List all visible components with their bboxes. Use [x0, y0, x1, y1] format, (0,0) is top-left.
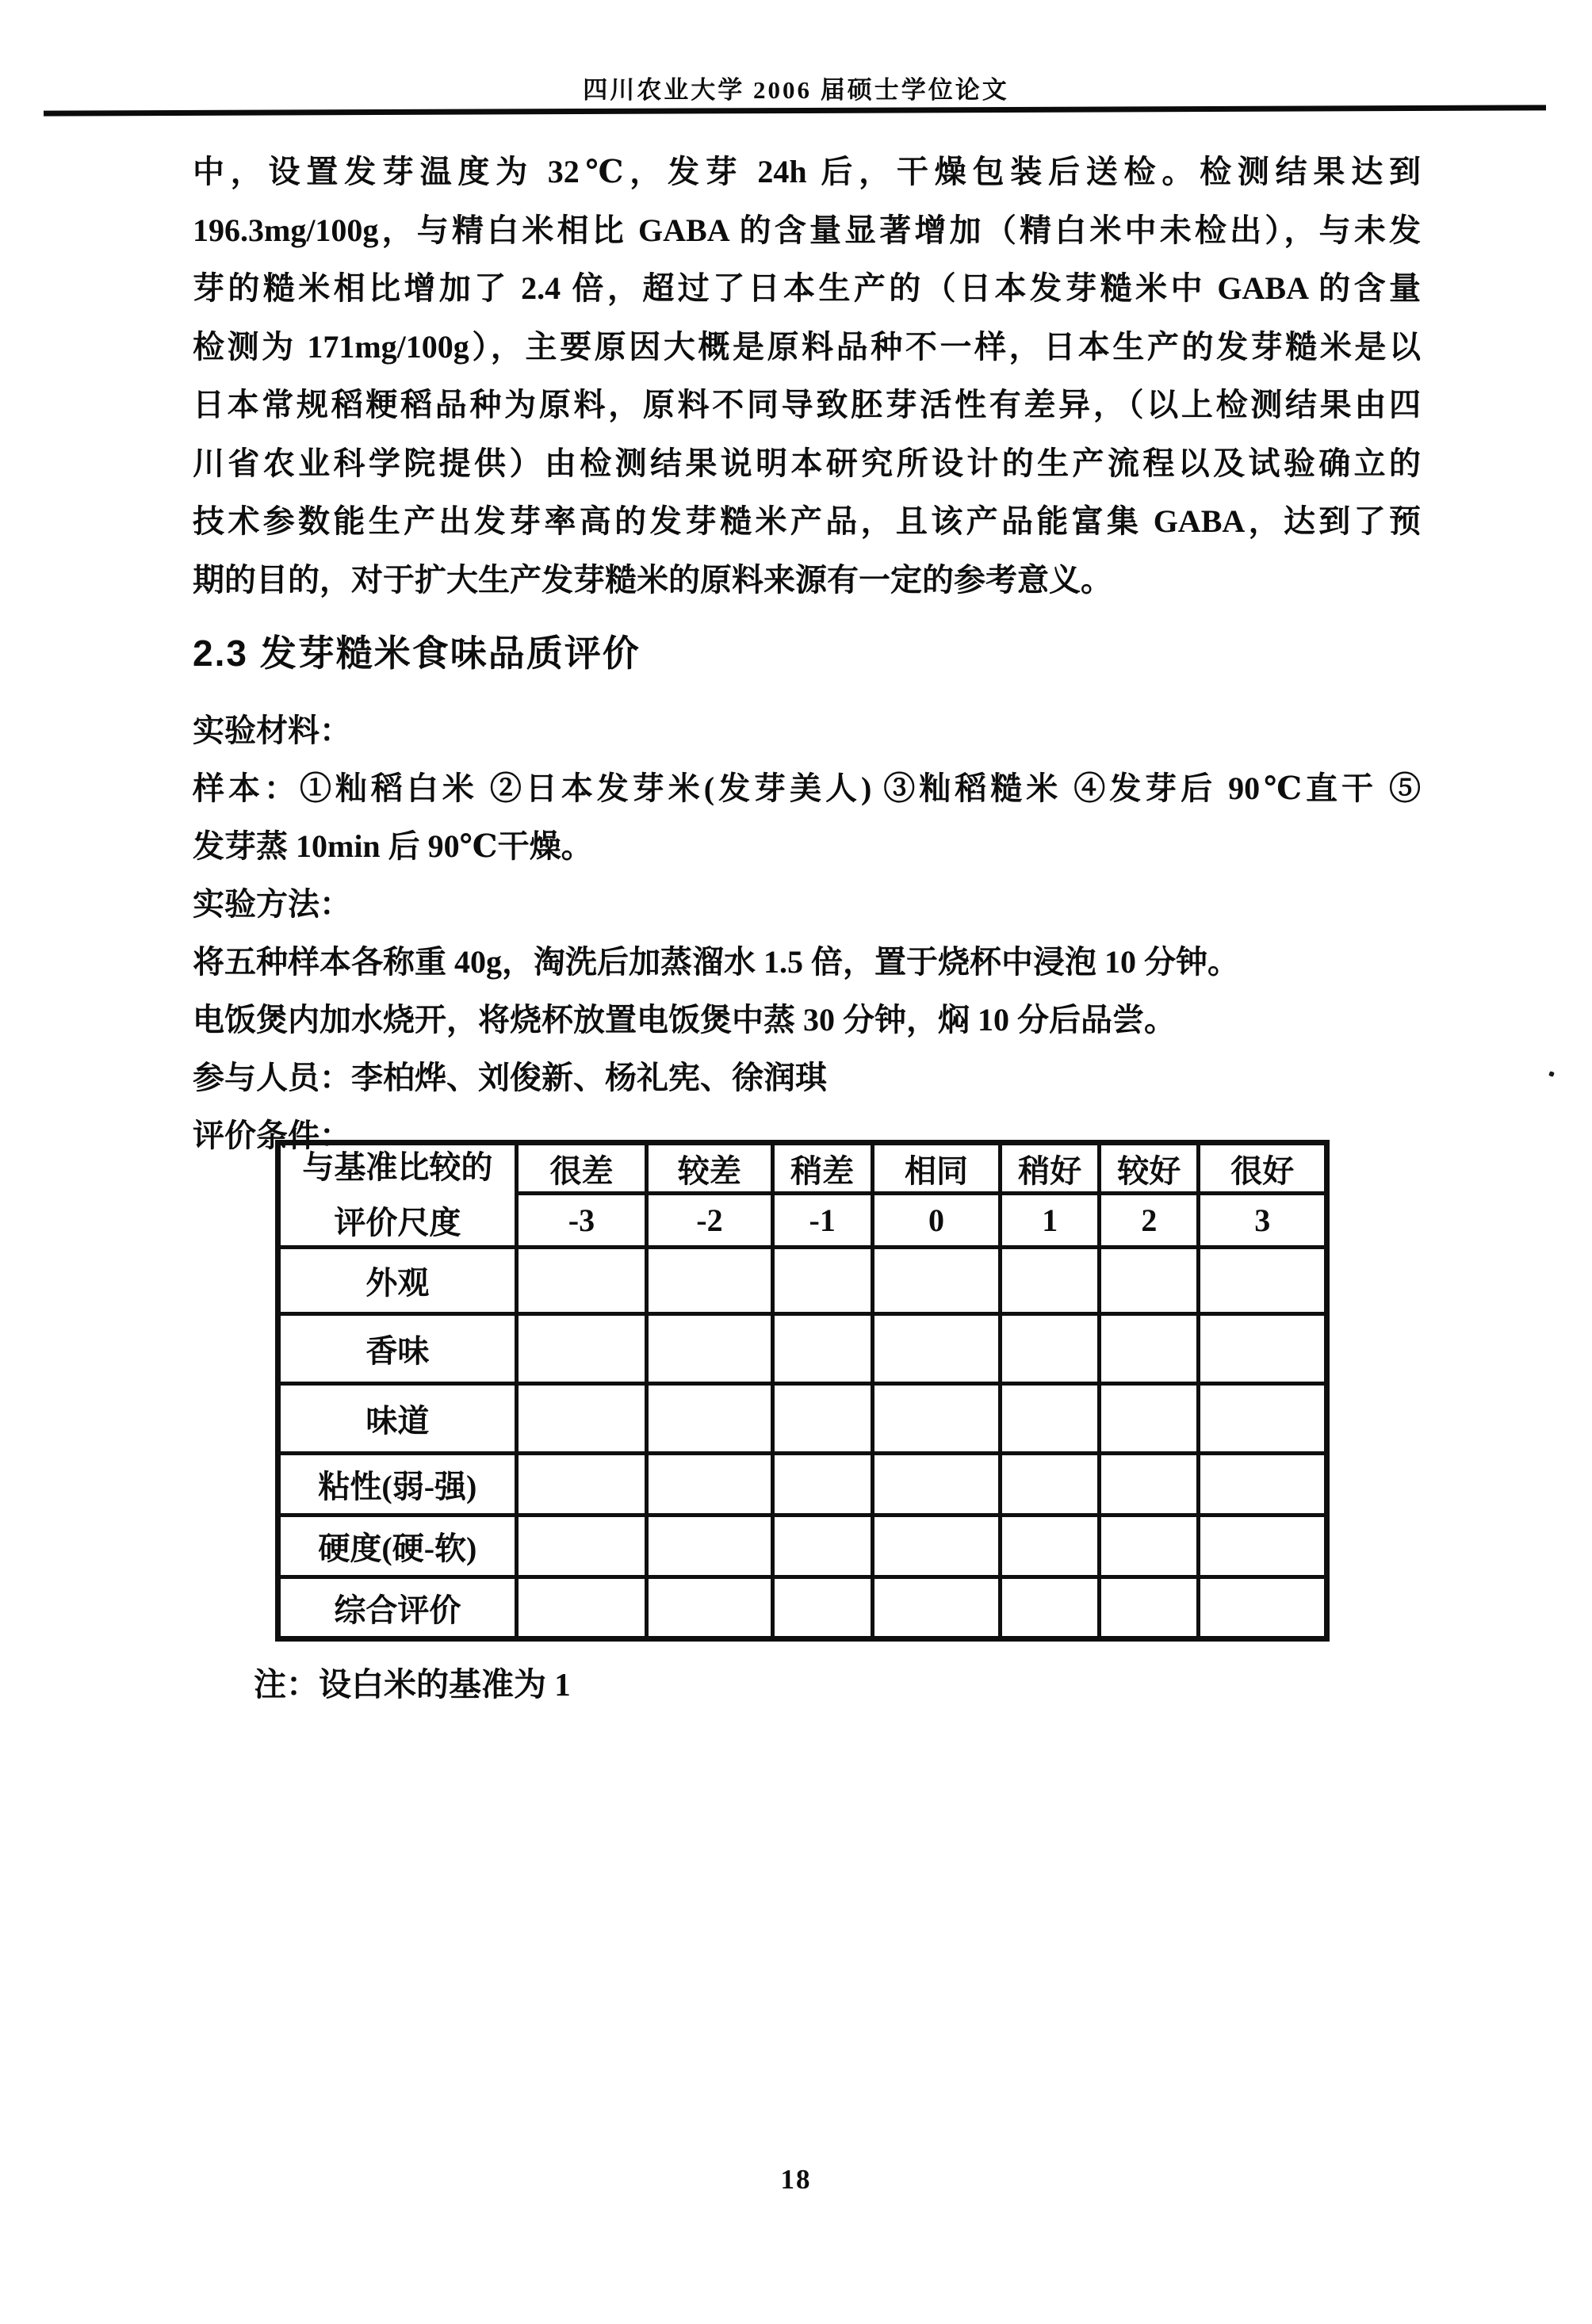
empty-cell — [872, 1577, 1000, 1639]
ink-speck-artifact — [1548, 1071, 1555, 1077]
empty-cell — [872, 1454, 1000, 1516]
empty-cell — [772, 1577, 872, 1639]
empty-cell — [772, 1248, 872, 1314]
empty-cell — [516, 1384, 646, 1454]
samples-line-2: 发芽蒸 10min 后 90℃干燥。 — [193, 828, 593, 864]
empty-cell — [772, 1384, 872, 1454]
empty-cell — [1100, 1516, 1199, 1577]
empty-cell — [772, 1454, 872, 1516]
column-header-cell: 很差 — [516, 1143, 646, 1194]
empty-cell — [516, 1314, 646, 1384]
experiment-block — [193, 701, 1421, 1164]
empty-cell — [1100, 1384, 1199, 1454]
paragraph-line: 检测为 171mg/100g），主要原因大概是原料品种不一样，日本生产的发芽糙米是以 — [193, 328, 1421, 365]
empty-cell — [1100, 1314, 1199, 1384]
methods-label: 实验方法： — [193, 886, 351, 922]
score-cell: -2 — [647, 1194, 772, 1248]
paragraph-line: 川省农业科学院提供）由检测结果说明本研究所设计的生产流程以及试验确立的 — [193, 445, 1421, 481]
empty-cell — [1199, 1314, 1327, 1384]
row-label-cell: 香味 — [278, 1314, 517, 1384]
empty-cell — [872, 1314, 1000, 1384]
column-header-cell: 较好 — [1100, 1143, 1199, 1194]
empty-cell — [1100, 1248, 1199, 1314]
section-heading: 2.3 发芽糙米食味品质评价 — [193, 633, 641, 674]
paragraph-line: 196.3mg/100g，与精白米相比 GABA 的含量显著增加（精白米中未检出），与未发 — [193, 212, 1421, 248]
row-label-cell: 外观 — [278, 1248, 517, 1314]
empty-cell — [1001, 1516, 1100, 1577]
empty-cell — [1199, 1384, 1327, 1454]
page-number: 18 — [780, 2164, 812, 2195]
header-rule — [44, 105, 1546, 116]
empty-cell — [872, 1384, 1000, 1454]
samples-line-1: 样本：①籼稻白米 ②日本发芽米(发芽美人) ③籼稻糙米 ④发芽后 90℃直干 ⑤ — [193, 770, 1421, 806]
empty-cell — [516, 1577, 646, 1639]
empty-cell — [647, 1454, 772, 1516]
participants-line: 参与人员：李柏烨、刘俊新、杨礼宪、徐润琪 — [193, 1060, 827, 1095]
paragraph-line: 中，设置发芽温度为 32℃，发芽 24h 后，干燥包装后送检。检测结果达到 — [193, 154, 1421, 189]
paragraph-line: 技术参数能生产出发芽率高的发芽糙米产品，且该产品能富集 GABA，达到了预 — [193, 503, 1421, 539]
empty-cell — [647, 1248, 772, 1314]
empty-cell — [1001, 1577, 1100, 1639]
evaluation-table — [275, 1140, 1330, 1642]
empty-cell — [1001, 1314, 1100, 1384]
table-note: 注：设白米的基准为 1 — [254, 1666, 571, 1703]
empty-cell — [1001, 1384, 1100, 1454]
empty-cell — [516, 1516, 646, 1577]
empty-cell — [516, 1454, 646, 1516]
paragraph-line: 期的目的，对于扩大生产发芽糙米的原料来源有一定的参考意义。 — [193, 561, 1112, 598]
score-cell: 0 — [872, 1194, 1000, 1248]
empty-cell — [1199, 1248, 1327, 1314]
score-cell: -1 — [772, 1194, 872, 1248]
column-header-cell: 相同 — [872, 1143, 1000, 1194]
corner-line-1: 与基准比较的 — [302, 1149, 493, 1185]
column-header-cell: 稍差 — [772, 1143, 872, 1194]
paragraph-line: 日本常规稻粳稻品种为原料，原料不同导致胚芽活性有差异，（以上检测结果由四 — [193, 387, 1421, 422]
methods-line-1: 将五种样本各称重 40g，淘洗后加蒸溜水 1.5 倍，置于烧杯中浸泡 10 分钟。 — [193, 944, 1239, 980]
row-label-cell: 综合评价 — [278, 1577, 517, 1639]
empty-cell — [1001, 1454, 1100, 1516]
empty-cell — [1100, 1577, 1199, 1639]
empty-cell — [872, 1516, 1000, 1577]
empty-cell — [1199, 1454, 1327, 1516]
row-label-cell: 硬度(硬-软) — [278, 1516, 517, 1577]
conditions-label: 评价条件： — [193, 1118, 351, 1153]
empty-cell — [516, 1248, 646, 1314]
empty-cell — [1100, 1454, 1199, 1516]
empty-cell — [647, 1516, 772, 1577]
column-header-cell: 较差 — [647, 1143, 772, 1194]
empty-cell — [647, 1384, 772, 1454]
corner-line-2: 评价尺度 — [334, 1205, 461, 1240]
row-label-cell: 粘性(弱-强) — [278, 1454, 517, 1516]
running-head-title: 四川农业大学 2006 届硕士学位论文 — [583, 76, 1009, 104]
column-header-cell: 稍好 — [1001, 1143, 1100, 1194]
empty-cell — [647, 1314, 772, 1384]
column-header-cell: 很好 — [1199, 1143, 1327, 1194]
table-corner-cell — [278, 1143, 517, 1248]
empty-cell — [647, 1577, 772, 1639]
empty-cell — [772, 1516, 872, 1577]
paragraph-line: 芽的糙米相比增加了 2.4 倍，超过了日本生产的（日本发芽糙米中 GABA 的含量 — [193, 270, 1421, 306]
empty-cell — [1001, 1248, 1100, 1314]
empty-cell — [772, 1314, 872, 1384]
body-paragraph — [193, 143, 1421, 609]
empty-cell — [1199, 1577, 1327, 1639]
score-cell: 3 — [1199, 1194, 1327, 1248]
empty-cell — [1199, 1516, 1327, 1577]
row-label-cell: 味道 — [278, 1384, 517, 1454]
score-cell: -3 — [516, 1194, 646, 1248]
score-cell: 2 — [1100, 1194, 1199, 1248]
methods-line-2: 电饭煲内加水烧开，将烧杯放置电饭煲中蒸 30 分钟，焖 10 分后品尝。 — [193, 1002, 1176, 1038]
score-cell: 1 — [1001, 1194, 1100, 1248]
empty-cell — [872, 1248, 1000, 1314]
materials-label: 实验材料： — [193, 713, 351, 748]
